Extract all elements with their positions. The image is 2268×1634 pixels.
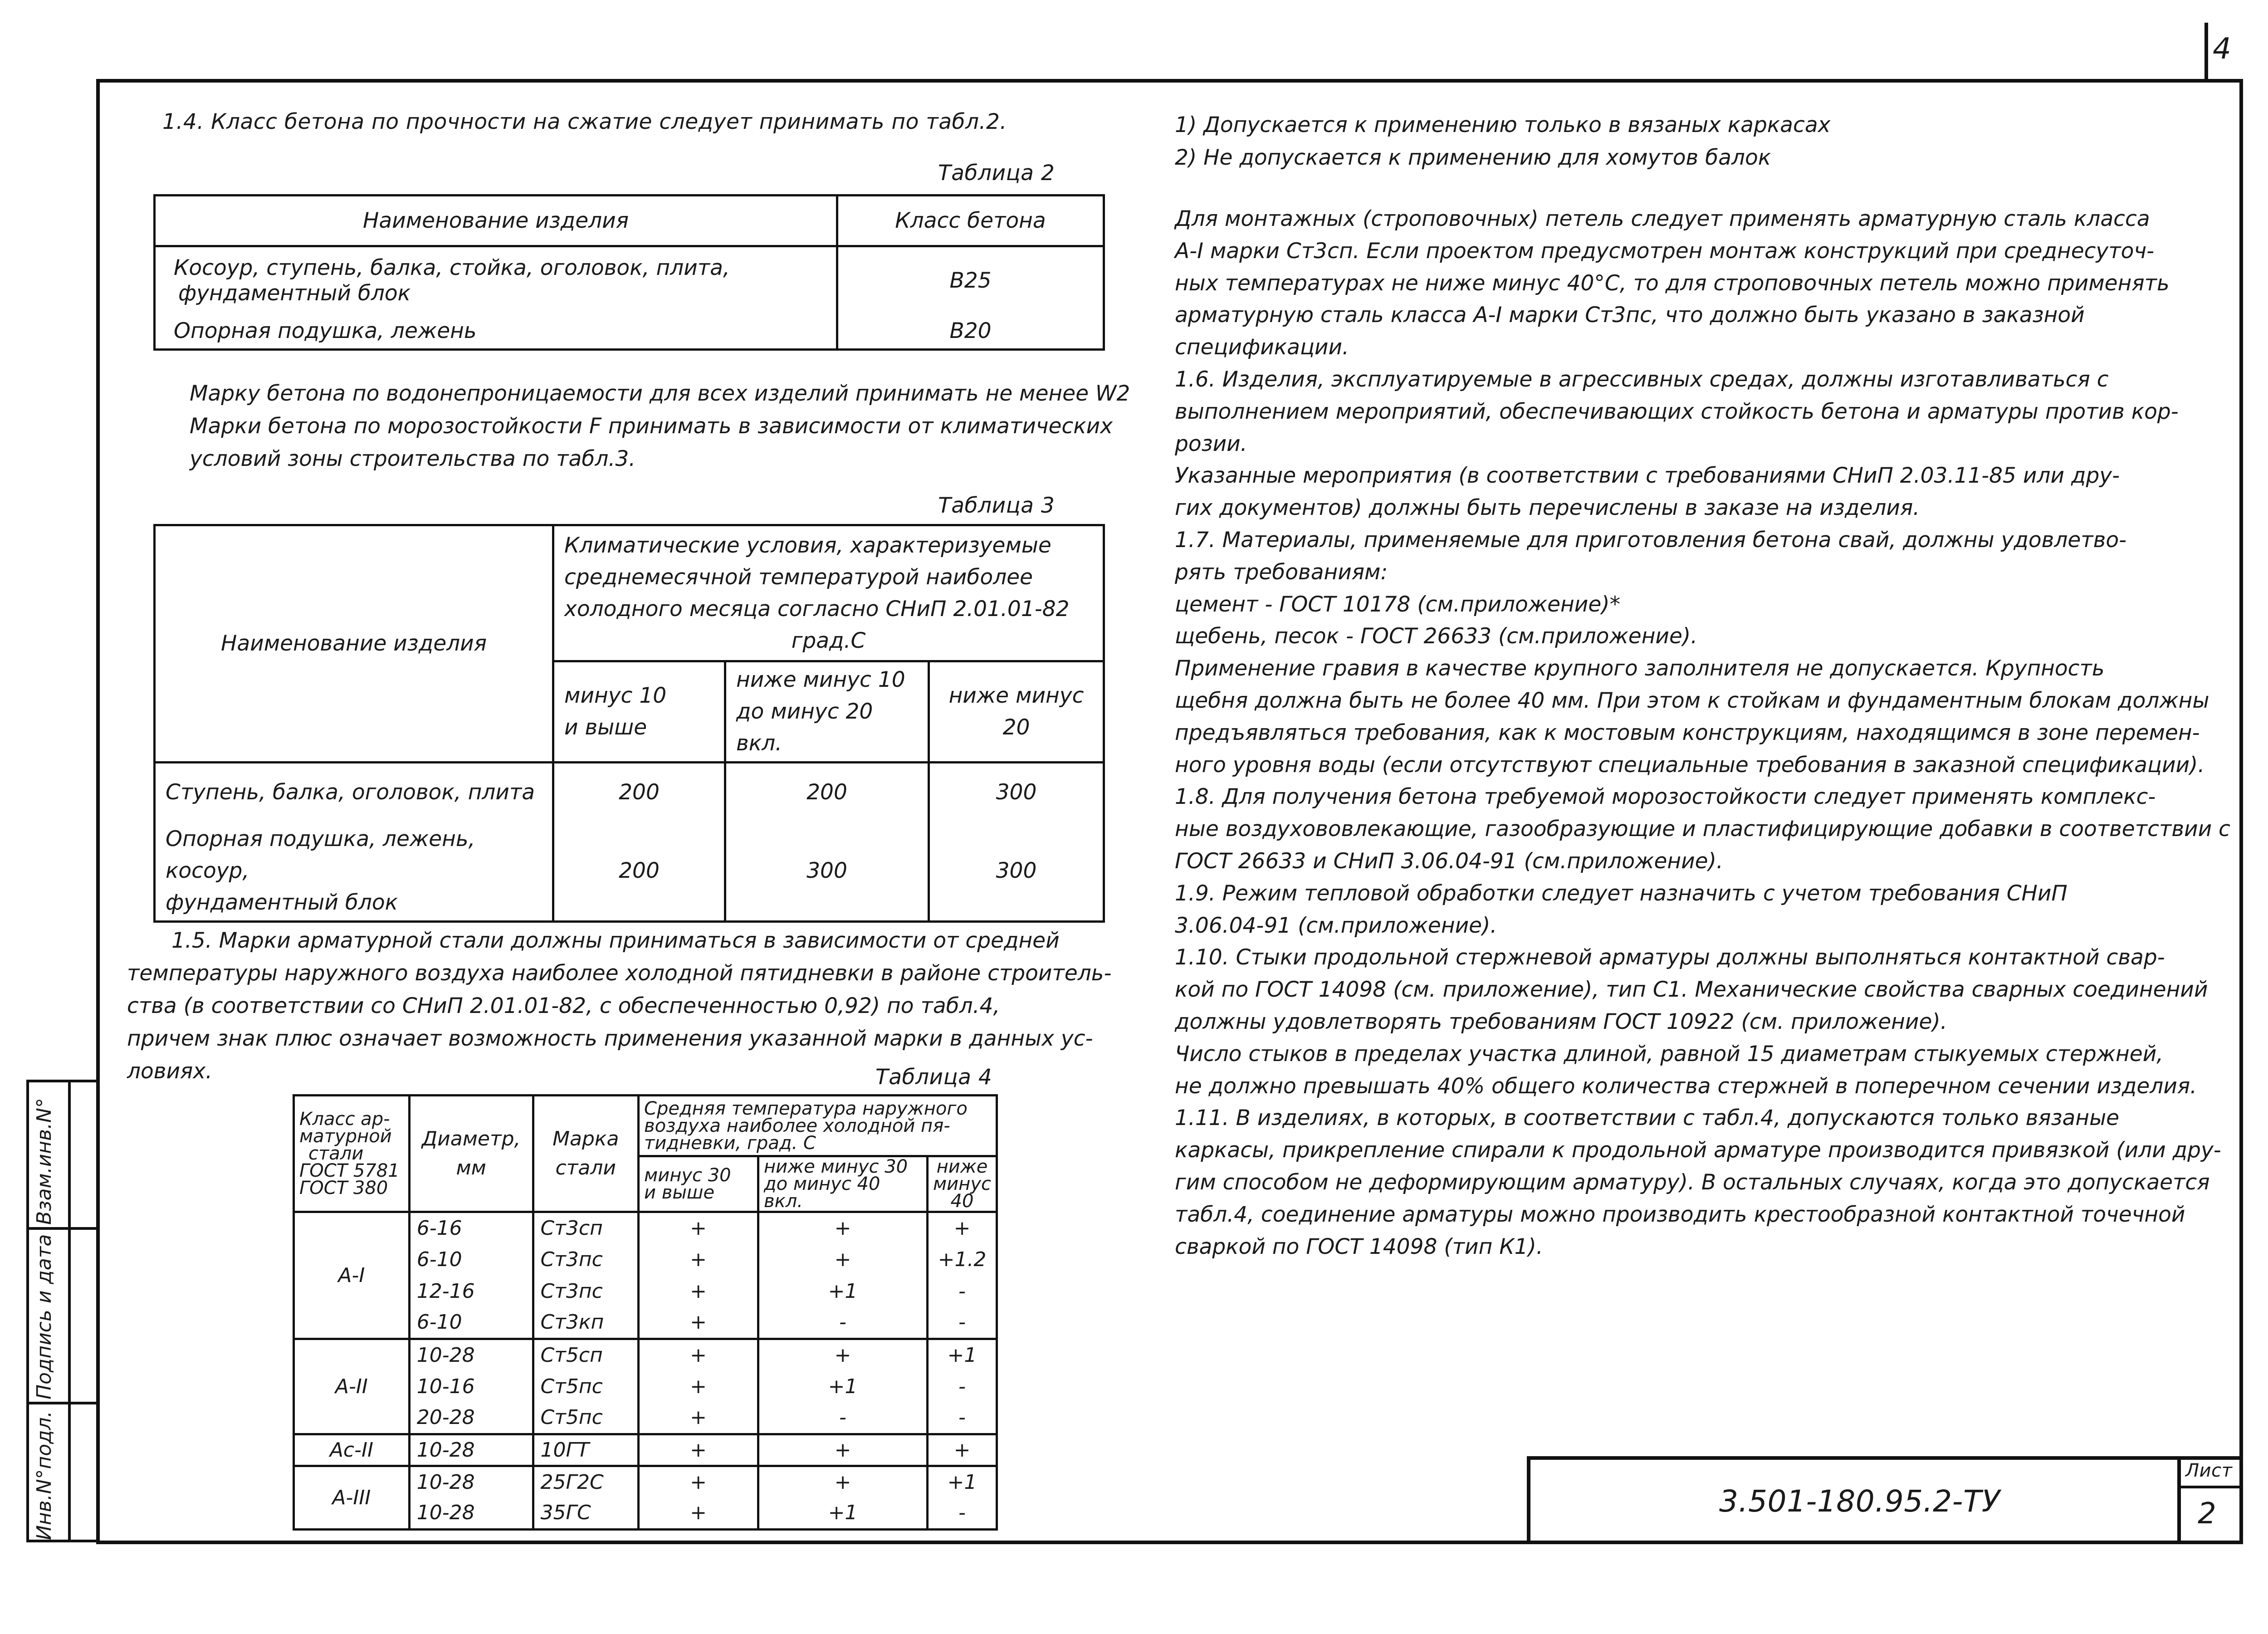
table-row: [294, 1339, 997, 1371]
t4-cell-m: Ст3сп: [533, 1212, 639, 1244]
t4-cell-a: +: [639, 1371, 758, 1403]
table-row: [294, 1434, 997, 1466]
t4-cell-b: +: [758, 1466, 928, 1498]
t4-class: A-II: [294, 1339, 410, 1434]
t4-cell-a: +: [639, 1466, 758, 1498]
body-line: ного уровня воды (если отсутствуют специальные требования в заказной спецификации).: [1175, 752, 2205, 778]
body-line: Для монтажных (строповочных) петель следует применять арматурную сталь класса: [1175, 206, 2150, 231]
t2-head-class: Класс бетона: [837, 196, 1104, 246]
side-strip-h2: [26, 1402, 99, 1404]
body-line: 1.6. Изделия, эксплуатируемые в агрессивных средах, должны изготавливаться с: [1175, 367, 2109, 392]
t4-cell-b: +: [758, 1339, 928, 1371]
t4-cell-m: 25Г2С: [533, 1466, 639, 1498]
t4-cell-d: 10-16: [409, 1371, 533, 1403]
t3-r2-v2: 300: [725, 822, 929, 922]
sheet-number: 2: [2198, 1497, 2217, 1531]
t3-r1-v1: 200: [553, 763, 725, 822]
body-line: 1.11. В изделиях, в которых, в соответствии с табл.4, допускаются только вязаные: [1175, 1106, 2120, 1131]
body-line: не должно превышать 40% общего количества стержней в поперечном сечении изделия.: [1175, 1073, 2197, 1099]
table-row: [155, 763, 1104, 822]
t2-r1-value: B25: [837, 246, 1104, 314]
body-line: арматурную сталь класса А-I марки Ст3пс, что должно быть указано в заказной: [1175, 303, 2085, 328]
t4-cell-c: -: [928, 1307, 997, 1339]
t4-sub-1: минус 30 и выше: [639, 1156, 758, 1212]
t2-r2-value: B20: [837, 314, 1104, 350]
table3-caption: Таблица 3: [938, 493, 1055, 518]
table-2: [153, 194, 1105, 351]
t4-cell-a: +: [639, 1339, 758, 1371]
t3-sub-2: ниже минус 10 до минус 20 вкл.: [725, 661, 929, 763]
t4-cell-m: Ст5пс: [533, 1403, 639, 1434]
side-strip-divider: [68, 1080, 71, 1542]
body-line: 3.06.04-91 (см.приложение).: [1175, 913, 1497, 938]
t3-r1-v2: 200: [725, 763, 929, 822]
t3-head-climate: Климатические условия, характеризуемые среднемесячной температурой наиболее холодного месяца согласно СНиП 2.01.01-82 град.С: [553, 525, 1104, 661]
t4-cell-d: 20-28: [409, 1403, 533, 1434]
body-line: спецификации.: [1175, 335, 1349, 360]
t4-cell-c: +1: [928, 1339, 997, 1371]
body-line: 1.8. Для получения бетона требуемой морозостойкости следует применять комплекс-: [1175, 784, 2156, 810]
t4-cell-d: 10-28: [409, 1339, 533, 1371]
t4-cell-b: +1: [758, 1371, 928, 1403]
t4-cell-d: 6-10: [409, 1244, 533, 1276]
t3-sub-1: минус 10 и выше: [553, 661, 725, 763]
t4-cell-c: +1: [928, 1466, 997, 1498]
body-line: кой по ГОСТ 14098 (см. приложение), тип С1. Механические свойства сварных соединений: [1175, 977, 2208, 1003]
t4-cell-b: +: [758, 1244, 928, 1276]
table-row: [294, 1212, 997, 1244]
t4-cell-a: +: [639, 1403, 758, 1434]
footnotes: 1) Допускается к применению только в вязаных каркасах 2) Не допускается к применению для хомутов балок: [1175, 113, 1831, 170]
t4-sub-3: ниже минус 40: [928, 1156, 997, 1212]
t4-head-diam: Диаметр, мм: [409, 1096, 533, 1212]
section-1-5: 1.5. Марки арматурной стали должны приниматься в зависимости от средней температуры наружного воздуха наиболее холодной пятидневки в районе строитель- ства (в соответствии со СНиП 2.01.01-82, с обеспеченностью 0,92) по табл.4, причем знак плюс означает возможность применения указанной марки в данных ус- ловиях.: [127, 928, 1112, 1084]
t4-cell-c: -: [928, 1371, 997, 1403]
t4-cell-m: Ст3пс: [533, 1276, 639, 1307]
t4-cell-d: 10-28: [409, 1434, 533, 1466]
t4-cell-m: 35ГС: [533, 1498, 639, 1530]
t4-head-mark: Марка стали: [533, 1096, 639, 1212]
body-line: рять требованиям:: [1175, 559, 1388, 585]
t4-cell-c: +: [928, 1212, 997, 1244]
t4-cell-m: Ст3пс: [533, 1244, 639, 1276]
t4-cell-a: +: [639, 1434, 758, 1466]
side-strip-h1: [26, 1227, 99, 1230]
body-line: Число стыков в пределах участка длиной, равной 15 диаметрам стыкуемых стержней,: [1175, 1041, 2164, 1067]
body-line: табл.4, соединение арматуры можно производить крестообразной контактной точечной: [1175, 1202, 2185, 1227]
body-line: 1.7. Материалы, применяемые для приготовления бетона свай, должны удовлетво-: [1175, 527, 2127, 553]
t4-cell-c: +1.2: [928, 1244, 997, 1276]
body-line: щебень, песок - ГОСТ 26633 (см.приложение).: [1175, 624, 1698, 649]
body-line: розии.: [1175, 431, 1247, 456]
t3-r2-name-l1: Опорная подушка, лежень, косоур,: [166, 826, 475, 883]
t4-cell-d: 6-16: [409, 1212, 533, 1244]
t2-r1-name-l2: фундаментный блок: [178, 280, 411, 306]
page-number-box-line: [2204, 23, 2208, 82]
table-row: [155, 246, 1104, 314]
t4-cell-c: -: [928, 1276, 997, 1307]
side-label-replace: Взам.инв.N°: [33, 1098, 56, 1225]
t4-class: Ac-II: [294, 1434, 410, 1466]
body-line: предъявляться требования, как к мостовым конструкциям, находящимся в зоне перемен-: [1175, 720, 2200, 745]
stamp-sheet-divider: [2177, 1486, 2243, 1488]
table-3: [153, 524, 1105, 923]
body-line: Применение гравия в качестве крупного заполнителя не допускается. Крупность: [1175, 656, 2105, 681]
t2-r2-name: Опорная подушка, лежень: [155, 314, 837, 350]
t4-cell-c: +: [928, 1434, 997, 1466]
doc-code: 3.501-180.95.2-ТУ: [1719, 1484, 2000, 1519]
body-line: каркасы, прикрепление спирали к продольной арматуре производится привязкой (или дру-: [1175, 1138, 2221, 1163]
table4-caption: Таблица 4: [875, 1065, 992, 1090]
body-line: 1.9. Режим тепловой обработки следует назначить с учетом требования СНиП: [1175, 881, 2068, 906]
stamp-divider: [2177, 1456, 2181, 1544]
body-line: должны удовлетворять требованиям ГОСТ 10922 (см. приложение).: [1175, 1009, 1947, 1034]
t3-r2-v3: 300: [929, 822, 1104, 922]
t3-head-name: Наименование изделия: [155, 525, 553, 763]
body-line: А-I марки Ст3сп. Если проектом предусмотрен монтаж конструкций при среднесуточ-: [1175, 238, 2155, 264]
t3-r2-v1: 200: [553, 822, 725, 922]
t3-r1-v3: 300: [929, 763, 1104, 822]
t4-cell-m: Ст3кп: [533, 1307, 639, 1339]
t3-r2-name-l2: фундаментный блок: [166, 890, 398, 915]
body-line: цемент - ГОСТ 10178 (см.приложение)*: [1175, 592, 1621, 617]
body-line: ных температурах не ниже минус 40°С, то для строповочных петель можно применять: [1175, 270, 2170, 296]
t4-cell-a: +: [639, 1307, 758, 1339]
t4-cell-m: 10ГТ: [533, 1434, 639, 1466]
t4-cell-b: +: [758, 1212, 928, 1244]
t4-cell-d: 10-28: [409, 1498, 533, 1530]
t4-cell-c: -: [928, 1403, 997, 1434]
table-row: [155, 822, 1104, 922]
t4-cell-m: Ст5пс: [533, 1371, 639, 1403]
t4-cell-b: -: [758, 1403, 928, 1434]
t4-head-temp: Средняя температура наружного воздуха наиболее холодной пя- тидневки, град. С: [639, 1096, 997, 1156]
table2-caption: Таблица 2: [938, 161, 1055, 186]
t4-cell-d: 6-10: [409, 1307, 533, 1339]
body-line: Указанные мероприятия (в соответствии с требованиями СНиП 2.03.11-85 или дру-: [1175, 463, 2120, 489]
t4-cell-b: -: [758, 1307, 928, 1339]
t4-cell-b: +1: [758, 1276, 928, 1307]
t3-sub-3: ниже минус 20: [929, 661, 1104, 763]
t4-head-class: Класс ар- матурной стали ГОСТ 5781 ГОСТ 380: [294, 1096, 410, 1212]
side-label-inv: Инв.N°подл.: [33, 1411, 56, 1540]
t4-cell-d: 10-28: [409, 1466, 533, 1498]
table-row: [155, 314, 1104, 350]
body-line: выполнением мероприятий, обеспечивающих стойкость бетона и арматуры против кор-: [1175, 399, 2179, 424]
t3-r1-name: Ступень, балка, оголовок, плита: [155, 763, 553, 822]
side-label-signature: Подпись и дата: [33, 1234, 56, 1399]
t4-sub-2: ниже минус 30 до минус 40 вкл.: [758, 1156, 928, 1212]
body-line: сваркой по ГОСТ 14098 (тип К1).: [1175, 1234, 1543, 1259]
sheet-label: Лист: [2185, 1460, 2233, 1481]
body-line: гим способом не деформирующим арматуру). В остальных случаях, когда это допускается: [1175, 1169, 2210, 1195]
t4-cell-b: +: [758, 1434, 928, 1466]
body-line: ГОСТ 26633 и СНиП 3.06.04-91 (см.приложение).: [1175, 848, 1723, 874]
table-row: [294, 1466, 997, 1498]
t4-cell-b: +1: [758, 1498, 928, 1530]
body-line: щебня должна быть не более 40 мм. При этом к стойкам и фундаментным блокам должны: [1175, 688, 2209, 713]
t4-cell-a: +: [639, 1244, 758, 1276]
body-line: 1.10. Стыки продольной стержневой арматуры должны выполняться контактной свар-: [1175, 945, 2165, 970]
para-water-frost: Марку бетона по водонепроницаемости для всех изделий принимать не менее W2 Марки бетона по морозостойкости F принимать в зависимости от климатических условий зоны строительства по табл.3.: [190, 381, 1130, 471]
t2-head-name: Наименование изделия: [155, 196, 837, 246]
right-body: [1175, 203, 2230, 1263]
t2-r1-name-l1: Косоур, ступень, балка, стойка, оголовок, плита,: [174, 255, 730, 280]
t4-cell-a: +: [639, 1212, 758, 1244]
t4-cell-a: +: [639, 1498, 758, 1530]
t4-cell-a: +: [639, 1276, 758, 1307]
t4-class: A-III: [294, 1466, 410, 1530]
t4-class: A-I: [294, 1212, 410, 1339]
body-line: гих документов) должны быть перечислены в заказе на изделия.: [1175, 495, 1920, 521]
table-4: [293, 1094, 998, 1531]
t4-cell-d: 12-16: [409, 1276, 533, 1307]
body-line: ные воздухововлекающие, газообразующие и пластифицирующие добавки в соответствии с: [1175, 817, 2230, 842]
page-number: 4: [2213, 32, 2232, 66]
section-1-4: 1.4. Класс бетона по прочности на сжатие следует принимать по табл.2.: [162, 109, 1007, 134]
t4-cell-m: Ст5сп: [533, 1339, 639, 1371]
t4-cell-c: -: [928, 1498, 997, 1530]
